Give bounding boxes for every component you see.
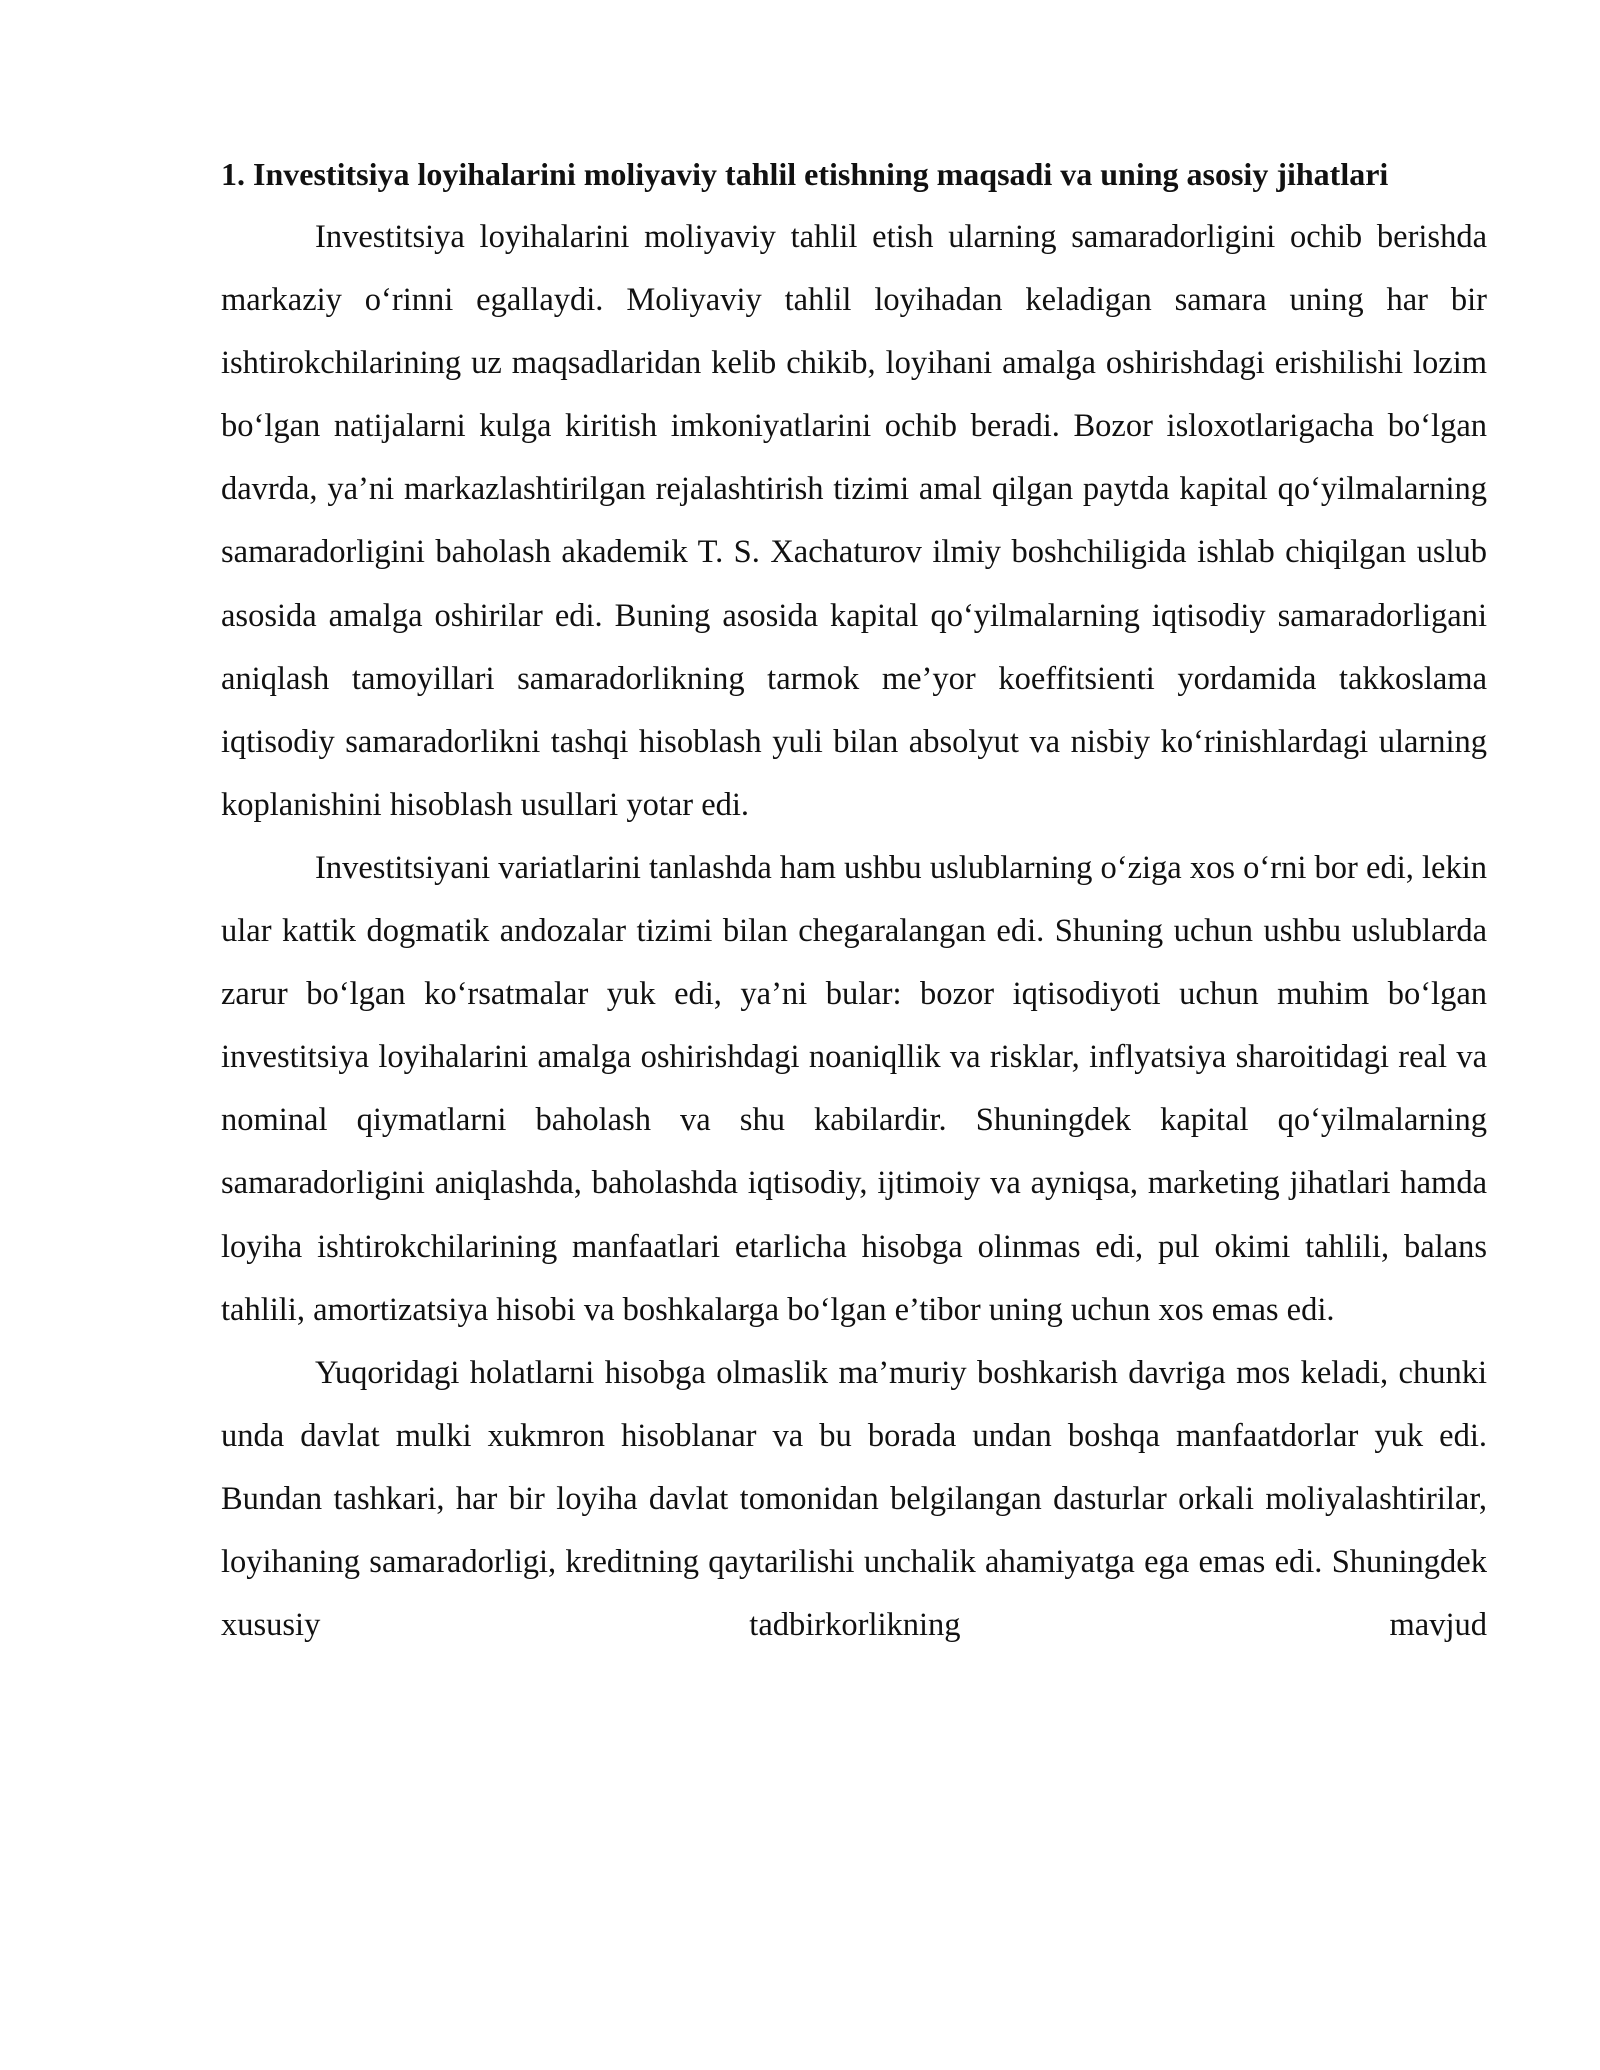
paragraph-1: Investitsiya loyihalarini moliyaviy tahlil etish ularning samaradorligini ochib berishda markaziy o‘rinni egallaydi. Moliyaviy tahlil loyihadan keladigan samara uning har bir ishtirokchilarining uz maqsadlaridan kelib chikib, loyihani amalga oshirishdagi erishilishi lozim bo‘lgan natijalarni kulga kiritish imkoniyatlarini ochib beradi. Bozor isloxotlarigacha bo‘lgan davrda, ya’ni markazlashtirilgan rejalashtirish tizimi amal qilgan paytda kapital qo‘yilmalarning samaradorligini baholash akademik T. S. Xachaturov ilmiy boshchiligida ishlab chiqilgan uslub asosida amalga oshirilar edi. Buning asosida kapital qo‘yilmalarning iqtisodiy samaradorligani aniqlash tamoyillari samaradorlikning tarmok me’yor koeffitsienti yordamida takkoslama iqtisodiy samaradorlikni tashqi hisoblash yuli bilan absolyut va nisbiy ko‘rinishlardagi ularning koplanishini hisoblash usullari yotar edi. xyxy=(221,219,1487,823)
document-page xyxy=(221,142,1487,1657)
section-heading: 1. Investitsiya loyihalarini moliyaviy tahlil etishning maqsadi va uning asosiy jihatlari xyxy=(221,156,1389,192)
paragraph-2: Investitsiyani variatlarini tanlashda ham ushbu uslublarning o‘ziga xos o‘rni bor edi, lekin ular kattik dogmatik andozalar tizimi bilan chegaralangan edi. Shuning uchun ushbu uslublarda zarur bo‘lgan ko‘rsatmalar yuk edi, ya’ni bular: bozor iqtisodiyoti uchun muhim bo‘lgan investitsiya loyihalarini amalga oshirishdagi noaniqllik va risklar, inflyatsiya sharoitidagi real va nominal qiymatlarni baholash va shu kabilardir. Shuningdek kapital qo‘yilmalarning samaradorligini aniqlashda, baholashda iqtisodiy, ijtimoiy va ayniqsa, marketing jihatlari hamda loyiha ishtirokchilarining manfaatlari etarlicha hisobga olinmas edi, pul okimi tahlili, balans tahlili, amortizatsiya hisobi va boshkalarga bo‘lgan e’tibor uning uchun xos emas edi. xyxy=(221,849,1487,1328)
paragraph-3: Yuqoridagi holatlarni hisobga olmaslik ma’muriy boshkarish davriga mos keladi, chunki unda davlat mulki xukmron hisoblanar va bu borada undan boshqa manfaatdorlar yuk edi. Bundan tashkari, har bir loyiha davlat tomonidan belgilangan dasturlar orkali moliyalashtirilar, loyihaning samaradorligi, kreditning qaytarilishi unchalik ahamiyatga ega emas edi. Shuningdek xususiy tadbirkorlikning mavjud xyxy=(221,1354,1487,1644)
